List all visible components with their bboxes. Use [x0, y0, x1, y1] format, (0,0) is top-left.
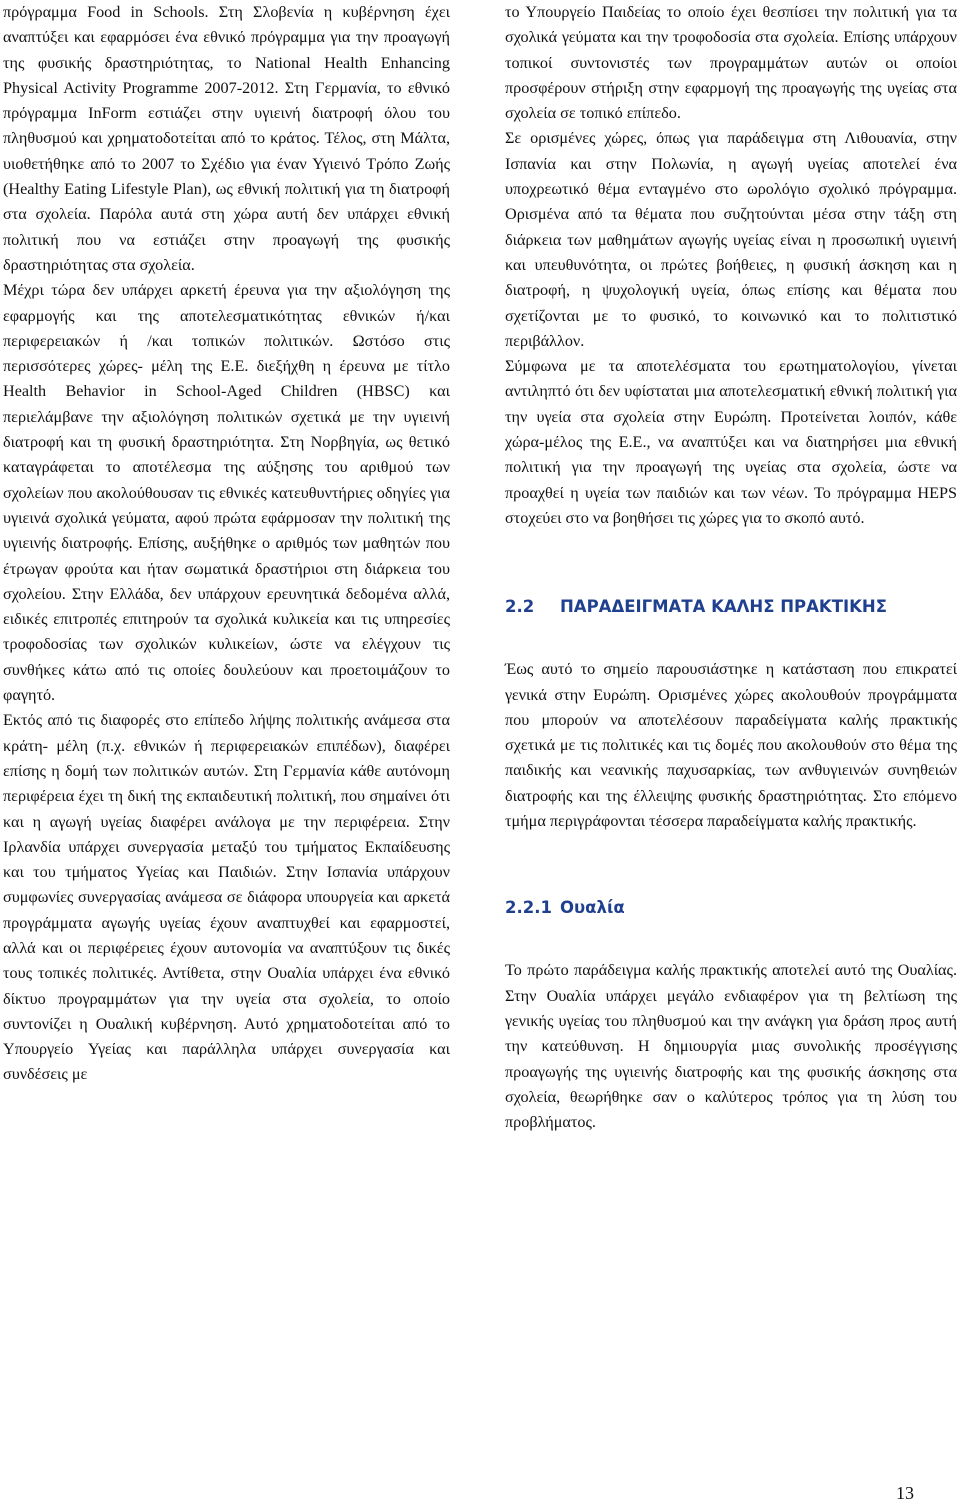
- section-paragraph: Έως αυτό το σημείο παρουσιάστηκε η κατάσταση που επικρατεί γενικά στην Ευρώπη. Ορισμένες χώρες ακολουθούν προγράμματα που μπορούν να αποτελέσουν παραδείγματα καλής πρακτικής σχετικά με τις πολιτικές και τις δομές που ακολουθούν στο θέμα της παιδικής και νεανικής παχυσαρκίας, των ανθυγιεινών συνηθειών διατροφής και της έλλειψης φυσικής δραστηριότητας. Στο επόμενο τμήμα περιγράφονται τέσσερα παραδείγματα καλής πρακτικής.: [505, 660, 957, 831]
- page-number: 13: [896, 1483, 914, 1503]
- subsection-number: 2.2.1: [505, 898, 552, 918]
- body-paragraph: Μέχρι τώρα δεν υπάρχει αρκετή έρευνα για την αξιολόγηση της εφαρμογής και της αποτελεσματικότητας εθνικών ή/και περιφερειακών ή /και τοπικών πολιτικών. Ωστόσο στις περισσότερες χώρες- μέλη της Ε.Ε. διεξήχθη η έρευνα με τίτλο Health Behavior in School-Aged Children (HBSC) και περιελάμβανε την αξιολόγηση πολιτικών σχετικά με την υγιεινή διατροφή και τη φυσική δραστηριότητα. Στη Νορβηγία, ως θετικό καταγράφεται το αποτέλεσμα της αύξησης του αριθμού των σχολείων που ακολούθουσαν τις εθνικές κατευθυντήριες οδηγίες για υγιεινά σχολικά γεύματα, αφού πρώτα εφάρμοσαν την πολιτική της υγιεινής διατροφής. Επίσης, αυξήθηκε ο αριθμός των μαθητών που έτρωγαν φρούτα και ήταν σωματικά δραστήριοι στη διάρκεια του σχολείου. Στην Ελλάδα, δεν υπάρχουν ερευνητικά δεδομένα αλλά, ειδικές επιτροπές επιτηρούν τα σχολικά κυλικεία και τις υπηρεσίες τροφοδοσίας των σχολικών κυλικείων, ώστε να ελέγχουν τις συνθήκες κάτω από τις οποίες δουλεύουν και προετοιμάζουν το φαγητό.: [3, 281, 450, 705]
- body-paragraph: το Υπουργείο Παιδείας το οποίο έχει θεσπίσει την πολιτική για τα σχολικά γεύματα και την τροφοδοσία στα σχολεία. Επίσης υπάρχουν τοπικοί συντονιστές των προγραμμάτων αυτών οι οποίοι προσφέρουν στήριξη στην εφαρμογή της προαγωγής της υγείας στα σχολεία σε τοπικό επίπεδο.: [505, 3, 957, 123]
- subsection-paragraph: Το πρώτο παράδειγμα καλής πρακτικής αποτελεί αυτό της Ουαλίας. Στην Ουαλία υπάρχει μεγάλο ενδιαφέρον για τη βελτίωση της γενικής υγείας του πληθυσμού και την ανάγκη για δράση προς αυτή την κατεύθυνση. Η δημιουργία μιας συνολικής προσέγγισης προαγωγής της υγιεινής διατροφής και της φυσικής άσκησης στα σχολεία, θεωρήθηκε σαν ο καλύτερος τρόπος για τη λύση του προβλήματος.: [505, 961, 957, 1132]
- body-paragraph: Σε ορισμένες χώρες, όπως για παράδειγμα στη Λιθουανία, στην Ισπανία και στην Πολωνία, η αγωγή υγείας αποτελεί ένα υποχρεωτικό θέμα ενταγμένο στο ωρολόγιο σχολικό πρόγραμμα. Ορισμένα από τα θέματα που συζητούνται μέσα στην τάξη στη διάρκεια των μαθημάτων αγωγής υγείας είναι η προσωπική υγιεινή και υπευθυνότητα, οι πρώτες βοήθειες, η φυσική άσκηση και η διατροφή, η ψυχολογική υγεία, όπως επίσης και θέματα που σχετίζονται με το φυσικό, το κοινωνικό και το πολιτιστικό περιβάλλον.: [505, 129, 957, 350]
- body-paragraph: Σύμφωνα με τα αποτελέσματα του ερωτηματολογίου, γίνεται αντιληπτό ότι δεν υφίσταται μια αποτελεσματική εθνική πολιτική για την υγεία στα σχολεία στην Ευρώπη. Προτείνεται λοιπόν, κάθε χώρα-μέλος της Ε.Ε., να αναπτύξει και να διατηρήσει μια εθνική πολιτική για την προαγωγή της υγείας στα σχολεία, ώστε να προαχθεί η υγεία των παιδιών και των νέων. Το πρόγραμμα HEPS στοχεύει στο να βοηθήσει τις χώρες για το σκοπό αυτό.: [505, 357, 957, 527]
- left-column: [3, 0, 450, 1088]
- body-paragraph: πρόγραμμα Food in Schools. Στη Σλοβενία η κυβέρνηση έχει αναπτύξει και εφαρμόσει ένα εθνικό πρόγραμμα για την προαγωγή της φυσικής δραστηριότητας, το National Health Enhancing Physical Activity Programme 2007-2012. Στη Γερμανία, το εθνικό πρόγραμμα InForm εστιάζει στην υγιεινή διατροφή όλου του πληθυσμού και χρηματοδοτείται από το κράτος. Τέλος, στη Μάλτα, υιοθετήθηκε από το 2007 το Σχέδιο για έναν Υγιεινό Τρόπο Ζωής (Healthy Eating Lifestyle Plan), ως εθνική πολιτική για τη διατροφή στα σχολεία. Παρόλα αυτά στη χώρα αυτή δεν υπάρχει εθνική πολιτική που να εστιάζει στην προαγωγή της φυσικής δραστηριότητας στα σχολεία.: [3, 3, 450, 274]
- subsection-title: Ουαλία: [560, 898, 625, 918]
- subsection-heading: [505, 896, 957, 920]
- body-paragraph: Εκτός από τις διαφορές στο επίπεδο λήψης πολιτικής ανάμεσα στα κράτη- μέλη (π.χ. εθνικών ή περιφερειακών επιπέδων), διαφέρει επίσης η δομή των πολιτικών αυτών. Στη Γερμανία κάθε αυτόνομη περιφέρεια έχει τη δική της εκπαιδευτική πολιτική, που σημαίνει ότι και η αγωγή υγείας διαφέρει ανάλογα με την περιφέρεια. Στην Ιρλανδία υπάρχει συνεργασία μεταξύ του τμήματος Εκπαίδευσης και του τμήματος Υγείας και Παιδιών. Στην Ισπανία υπάρχουν συμφωνίες συνεργασίας ανάμεσα σε διάφορα υπουργεία και αρκετά προγράμματα αγωγής υγείας έχουν αναπτυχθεί και εφαρμοστεί, αλλά και οι περιφέρειες έχουν αυτονομία να αναπτύξουν τις δικές τους τοπικές πολιτικές. Αντίθετα, στην Ουαλία υπάρχει ένα εθνικό δίκτυο προγραμμάτων για την υγεία στα σχολεία, το οποίο συντονίζει η Ουαλική κυβέρνηση. Αυτό χρηματοδοτείται από το Υπουργείο Υγείας και παράλληλα υπάρχει συνεργασία και συνδέσεις με: [3, 711, 450, 1084]
- section-heading: [505, 595, 957, 619]
- section-number: 2.2: [505, 597, 535, 617]
- right-column: [505, 0, 957, 1135]
- section-title: ΠΑΡΑΔΕΙΓΜΑΤΑ ΚΑΛΗΣ ΠΡΑΚΤΙΚΗΣ: [560, 597, 887, 617]
